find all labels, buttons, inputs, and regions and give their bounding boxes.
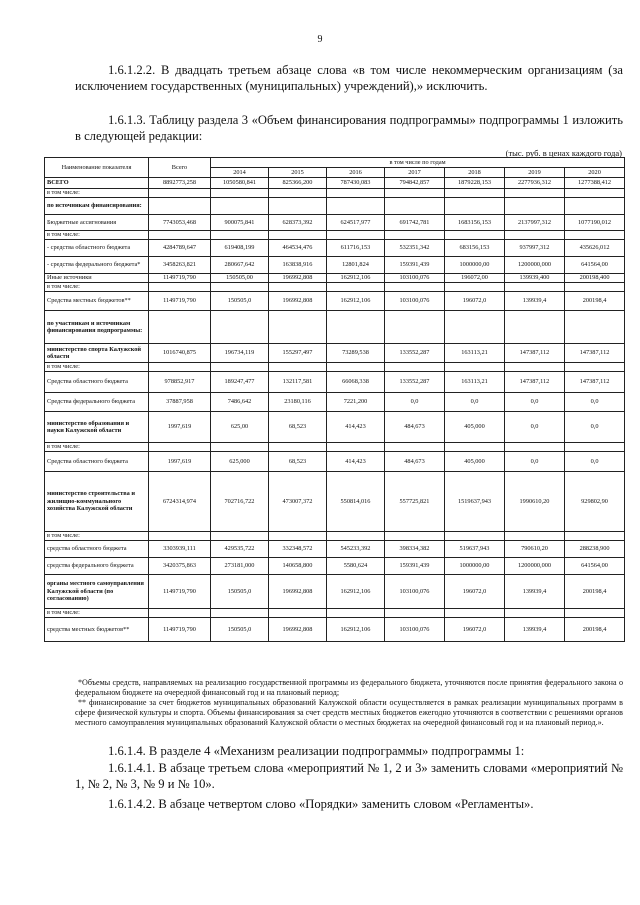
cell-year-2020: 1277388,412 [565,178,625,189]
cell-year-2014: 702716,722 [211,472,269,532]
cell-year-2014 [211,363,269,372]
cell-year-2014: 7486,642 [211,393,269,412]
cell-year-2014 [211,609,269,618]
cell-year-2018: 405,000 [445,452,505,472]
cell-total: 1997,619 [149,452,211,472]
header-by-years: в том числе по годам [211,158,625,168]
table-row [45,443,625,452]
cell-year-2015: 196992,808 [269,575,327,609]
table-row [45,472,625,532]
cell-year-2019 [505,283,565,292]
cell-year-2017 [385,231,445,240]
table-row [45,541,625,558]
row-label: в том числе: [45,609,149,618]
table-row [45,189,625,198]
table-row [45,274,625,283]
cell-year-2016 [327,231,385,240]
cell-total: 37887,958 [149,393,211,412]
cell-year-2014: 900075,841 [211,215,269,231]
cell-year-2016: 162912,106 [327,575,385,609]
cell-year-2019: 1200000,000 [505,257,565,274]
financing-table-wrapper [44,157,624,642]
year-header: 2015 [269,168,327,178]
year-header: 2014 [211,168,269,178]
cell-year-2019: 1990610,20 [505,472,565,532]
table-row [45,363,625,372]
cell-year-2020 [565,443,625,452]
cell-year-2017: 103100,076 [385,292,445,311]
cell-year-2018: 1879228,153 [445,178,505,189]
cell-year-2014: 625,00 [211,412,269,443]
cell-year-2018: 1000000,00 [445,558,505,575]
row-label: Бюджетные ассигнования [45,215,149,231]
cell-year-2020: 200198,4 [565,292,625,311]
cell-year-2015 [269,283,327,292]
row-label: средства областного бюджета [45,541,149,558]
table-row [45,452,625,472]
row-label: по источникам финансирования: [45,198,149,215]
table-row [45,412,625,443]
cell-total [149,198,211,215]
cell-year-2020: 147387,112 [565,372,625,393]
cell-year-2019: 139939,4 [505,292,565,311]
row-label: Средства федерального бюджета [45,393,149,412]
row-label: в том числе: [45,443,149,452]
cell-year-2018: 1683156,153 [445,215,505,231]
cell-year-2017: 0,0 [385,393,445,412]
footnote-municipal: ** финансирование за счет бюджетов муниципальных образований Калужской области осуществляется в рамках реализации муниципальных программ в сфере физической культуры и спорта. Объемы финансирования за счет средств местных бюджетов ежегодно уточняются в соответствии с решениями органов местного самоуправления муниципальных образований Калужской области о местных бюджетах на очередной финансовый год и на плановый период.». [75,698,623,727]
cell-year-2017 [385,609,445,618]
cell-year-2020: 641564,00 [565,558,625,575]
cell-year-2019: 937997,312 [505,240,565,257]
row-label: ВСЕГО [45,178,149,189]
table-row [45,558,625,575]
cell-year-2015: 464534,476 [269,240,327,257]
row-label: - средства федерального бюджета* [45,257,149,274]
header-name: Наименование показателя [45,158,149,178]
cell-year-2020 [565,532,625,541]
cell-year-2018: 196072,0 [445,575,505,609]
cell-year-2018: 163113,21 [445,344,505,363]
cell-total [149,231,211,240]
cell-year-2017: 103100,076 [385,575,445,609]
cell-year-2015: 825366,200 [269,178,327,189]
table-row [45,198,625,215]
cell-year-2017 [385,532,445,541]
cell-year-2014: 280667,642 [211,257,269,274]
cell-year-2020: 0,0 [565,393,625,412]
row-label: Средства местных бюджетов** [45,292,149,311]
row-label: Средства областного бюджета [45,452,149,472]
cell-year-2017: 557725,821 [385,472,445,532]
cell-year-2017 [385,189,445,198]
cell-total: 1149719,790 [149,274,211,283]
cell-year-2015 [269,231,327,240]
row-label: в том числе: [45,363,149,372]
footnote-federal: *Объемы средств, направляемых на реализацию государственной программы из федерального бюджета, уточняются после принятия федерального закона о федеральном бюджете на очередной финансовый год и на плановый период; [75,678,623,697]
year-header: 2019 [505,168,565,178]
cell-year-2017 [385,311,445,344]
cell-year-2016 [327,609,385,618]
cell-year-2019 [505,609,565,618]
cell-year-2019 [505,443,565,452]
cell-year-2018: 163113,21 [445,372,505,393]
financing-table [44,157,625,642]
table-row [45,372,625,393]
cell-year-2020 [565,198,625,215]
cell-year-2016: 162912,106 [327,292,385,311]
row-label: средства местных бюджетов** [45,618,149,642]
row-label: органы местного самоуправления Калужской области (по согласованию) [45,575,149,609]
cell-year-2014: 273181,000 [211,558,269,575]
cell-year-2015 [269,609,327,618]
cell-year-2020: 435626,012 [565,240,625,257]
cell-year-2016 [327,443,385,452]
cell-year-2018: 683156,153 [445,240,505,257]
cell-year-2017 [385,443,445,452]
cell-year-2017: 103100,076 [385,618,445,642]
cell-year-2020 [565,231,625,240]
cell-total: 1149719,790 [149,618,211,642]
cell-year-2016: 12801,824 [327,257,385,274]
year-header: 2017 [385,168,445,178]
cell-year-2015: 23180,116 [269,393,327,412]
cell-year-2014 [211,311,269,344]
table-row [45,575,625,609]
cell-year-2020 [565,363,625,372]
cell-year-2018 [445,609,505,618]
cell-year-2020: 641564,00 [565,257,625,274]
cell-year-2020: 288238,900 [565,541,625,558]
cell-year-2019: 147387,112 [505,344,565,363]
table-row [45,311,625,344]
cell-year-2018: 196072,00 [445,274,505,283]
cell-total: 4284789,647 [149,240,211,257]
cell-year-2015: 132117,581 [269,372,327,393]
cell-year-2016: 73289,538 [327,344,385,363]
page-number: 9 [317,34,323,45]
cell-year-2017: 484,673 [385,452,445,472]
cell-year-2019: 0,0 [505,412,565,443]
cell-year-2018 [445,231,505,240]
cell-year-2018: 1519637,943 [445,472,505,532]
footnotes [75,678,623,728]
cell-total: 1016740,875 [149,344,211,363]
paragraph-1-6-1-4-2: 1.6.1.4.2. В абзаце четвертом слово «Порядки» заменить словом «Регламенты». [108,797,534,811]
cell-total: 6724314,974 [149,472,211,532]
cell-year-2020 [565,609,625,618]
cell-year-2019: 1200000,000 [505,558,565,575]
table-row [45,215,625,231]
cell-year-2017: 484,673 [385,412,445,443]
cell-total [149,532,211,541]
cell-year-2014: 196734,119 [211,344,269,363]
row-label: Иные источники [45,274,149,283]
row-label: по участникам и источникам финансирования подпрограммы: [45,311,149,344]
table-units-note: (тыс. руб. в ценах каждого года) [505,148,622,158]
cell-year-2019 [505,189,565,198]
cell-year-2018 [445,532,505,541]
cell-total: 8892773,258 [149,178,211,189]
cell-total: 3458263,821 [149,257,211,274]
cell-year-2014 [211,283,269,292]
cell-year-2016: 414,423 [327,452,385,472]
cell-total: 1149719,790 [149,292,211,311]
cell-year-2019: 2277936,312 [505,178,565,189]
cell-year-2015 [269,189,327,198]
cell-year-2016: 162912,106 [327,274,385,283]
cell-year-2019: 2137997,312 [505,215,565,231]
cell-year-2015 [269,311,327,344]
table-row [45,178,625,189]
cell-year-2020 [565,189,625,198]
cell-year-2019 [505,532,565,541]
cell-year-2014: 625,000 [211,452,269,472]
row-label: Средства областного бюджета [45,372,149,393]
cell-year-2018: 405,000 [445,412,505,443]
cell-year-2020: 929802,90 [565,472,625,532]
cell-year-2015 [269,363,327,372]
cell-year-2014: 150505,0 [211,292,269,311]
cell-year-2019 [505,231,565,240]
table-row [45,257,625,274]
cell-total [149,363,211,372]
cell-total [149,609,211,618]
cell-year-2019: 0,0 [505,452,565,472]
cell-year-2015: 68,523 [269,412,327,443]
cell-year-2016 [327,532,385,541]
row-label: в том числе: [45,231,149,240]
cell-year-2020: 0,0 [565,452,625,472]
year-header: 2018 [445,168,505,178]
cell-total: 978852,917 [149,372,211,393]
cell-year-2018: 0,0 [445,393,505,412]
cell-year-2020: 200198,400 [565,274,625,283]
paragraph-1-6-1-3: 1.6.1.3. Таблицу раздела 3 «Объем финансирования подпрограммы» подпрограммы 1 изложить в следующей редакции: [75,113,623,143]
table-row [45,283,625,292]
cell-year-2016 [327,283,385,292]
cell-year-2020: 1077190,012 [565,215,625,231]
cell-year-2014: 150505,0 [211,618,269,642]
cell-year-2015 [269,532,327,541]
table-row [45,532,625,541]
cell-year-2016: 414,423 [327,412,385,443]
cell-year-2015: 68,523 [269,452,327,472]
cell-year-2017: 133552,287 [385,344,445,363]
cell-year-2015 [269,443,327,452]
paragraph-1-6-1-4: 1.6.1.4. В разделе 4 «Механизм реализации подпрограммы» подпрограммы 1: [108,744,525,758]
cell-year-2018: 1000000,00 [445,257,505,274]
cell-year-2016: 550814,016 [327,472,385,532]
cell-year-2017: 103100,076 [385,274,445,283]
cell-total: 3420375,863 [149,558,211,575]
cell-year-2020: 200198,4 [565,618,625,642]
cell-year-2019: 0,0 [505,393,565,412]
table-row [45,618,625,642]
cell-year-2016: 611716,153 [327,240,385,257]
cell-year-2014 [211,198,269,215]
row-label: в том числе: [45,283,149,292]
cell-year-2016: 624517,977 [327,215,385,231]
cell-year-2015: 196992,808 [269,618,327,642]
cell-year-2019: 139939,4 [505,575,565,609]
cell-total [149,189,211,198]
cell-year-2015: 163838,916 [269,257,327,274]
cell-year-2020: 0,0 [565,412,625,443]
cell-year-2017: 532351,342 [385,240,445,257]
cell-year-2014 [211,443,269,452]
cell-year-2016: 5580,624 [327,558,385,575]
cell-year-2018: 519637,943 [445,541,505,558]
cell-year-2014: 619408,199 [211,240,269,257]
cell-year-2016: 7221,200 [327,393,385,412]
header-total: Всего [149,158,211,178]
cell-year-2016: 545233,392 [327,541,385,558]
cell-year-2017 [385,198,445,215]
year-header: 2016 [327,168,385,178]
cell-year-2015 [269,198,327,215]
table-row [45,393,625,412]
cell-year-2018: 196072,0 [445,292,505,311]
table-body [45,178,625,642]
row-label: министерство образования и науки Калужской области [45,412,149,443]
cell-year-2019: 139939,400 [505,274,565,283]
cell-year-2016: 66068,338 [327,372,385,393]
cell-year-2016: 162912,106 [327,618,385,642]
cell-year-2018 [445,443,505,452]
cell-year-2017 [385,363,445,372]
row-label: в том числе: [45,532,149,541]
table-row [45,609,625,618]
cell-year-2017 [385,283,445,292]
cell-year-2020 [565,283,625,292]
cell-year-2014: 189247,477 [211,372,269,393]
cell-year-2017: 159391,439 [385,257,445,274]
cell-year-2020: 200198,4 [565,575,625,609]
cell-year-2014: 429535,722 [211,541,269,558]
cell-year-2016 [327,198,385,215]
table-row [45,292,625,311]
cell-year-2016: 787430,083 [327,178,385,189]
cell-year-2019 [505,363,565,372]
cell-year-2018 [445,198,505,215]
cell-year-2015: 196992,808 [269,274,327,283]
cell-year-2015: 155297,497 [269,344,327,363]
table-row [45,344,625,363]
cell-total: 1149719,790 [149,575,211,609]
cell-year-2014: 150505,00 [211,274,269,283]
cell-total [149,283,211,292]
year-header: 2020 [565,168,625,178]
cell-year-2020 [565,311,625,344]
cell-year-2018 [445,311,505,344]
cell-total [149,311,211,344]
cell-year-2016 [327,189,385,198]
cell-year-2016 [327,363,385,372]
cell-year-2015: 140658,800 [269,558,327,575]
cell-year-2019: 147387,112 [505,372,565,393]
cell-year-2017: 794842,857 [385,178,445,189]
cell-year-2019: 139939,4 [505,618,565,642]
paragraph-1-6-1-4-1: 1.6.1.4.1. В абзаце третьем слова «мероприятий № 1, 2 и 3» заменить словами «мероприятий № 1, № 2, № 3, № 9 и № 10». [75,761,623,791]
cell-year-2017: 691742,781 [385,215,445,231]
cell-year-2017: 159391,439 [385,558,445,575]
cell-year-2017: 133552,287 [385,372,445,393]
cell-year-2014 [211,189,269,198]
cell-year-2018: 196072,0 [445,618,505,642]
cell-year-2014 [211,532,269,541]
row-label: министерство строительства и жилищно-коммунального хозяйства Калужской области [45,472,149,532]
table-row [45,231,625,240]
cell-year-2019: 790610,20 [505,541,565,558]
cell-year-2020: 147387,112 [565,344,625,363]
cell-year-2016 [327,311,385,344]
cell-year-2015: 196992,808 [269,292,327,311]
cell-total: 1997,619 [149,412,211,443]
row-label: министерство спорта Калужской области [45,344,149,363]
row-label: средства федерального бюджета [45,558,149,575]
table-row [45,240,625,257]
cell-total [149,443,211,452]
cell-year-2014: 150505,0 [211,575,269,609]
row-label: - средства областного бюджета [45,240,149,257]
cell-year-2015: 473007,372 [269,472,327,532]
cell-year-2017: 398334,382 [385,541,445,558]
cell-year-2018 [445,363,505,372]
cell-total: 3303939,111 [149,541,211,558]
cell-year-2018 [445,283,505,292]
cell-year-2015: 332348,572 [269,541,327,558]
cell-year-2014: 1050580,841 [211,178,269,189]
cell-year-2018 [445,189,505,198]
row-label: в том числе: [45,189,149,198]
cell-year-2014 [211,231,269,240]
cell-year-2019 [505,198,565,215]
cell-year-2019 [505,311,565,344]
paragraph-1-6-1-2-2: 1.6.1.2.2. В двадцать третьем абзаце слова «в том числе некоммерческим организациям (за исключением государственных (муниципальных) учреждений),» исключить. [75,63,623,93]
cell-year-2015: 628373,392 [269,215,327,231]
cell-total: 7743053,468 [149,215,211,231]
